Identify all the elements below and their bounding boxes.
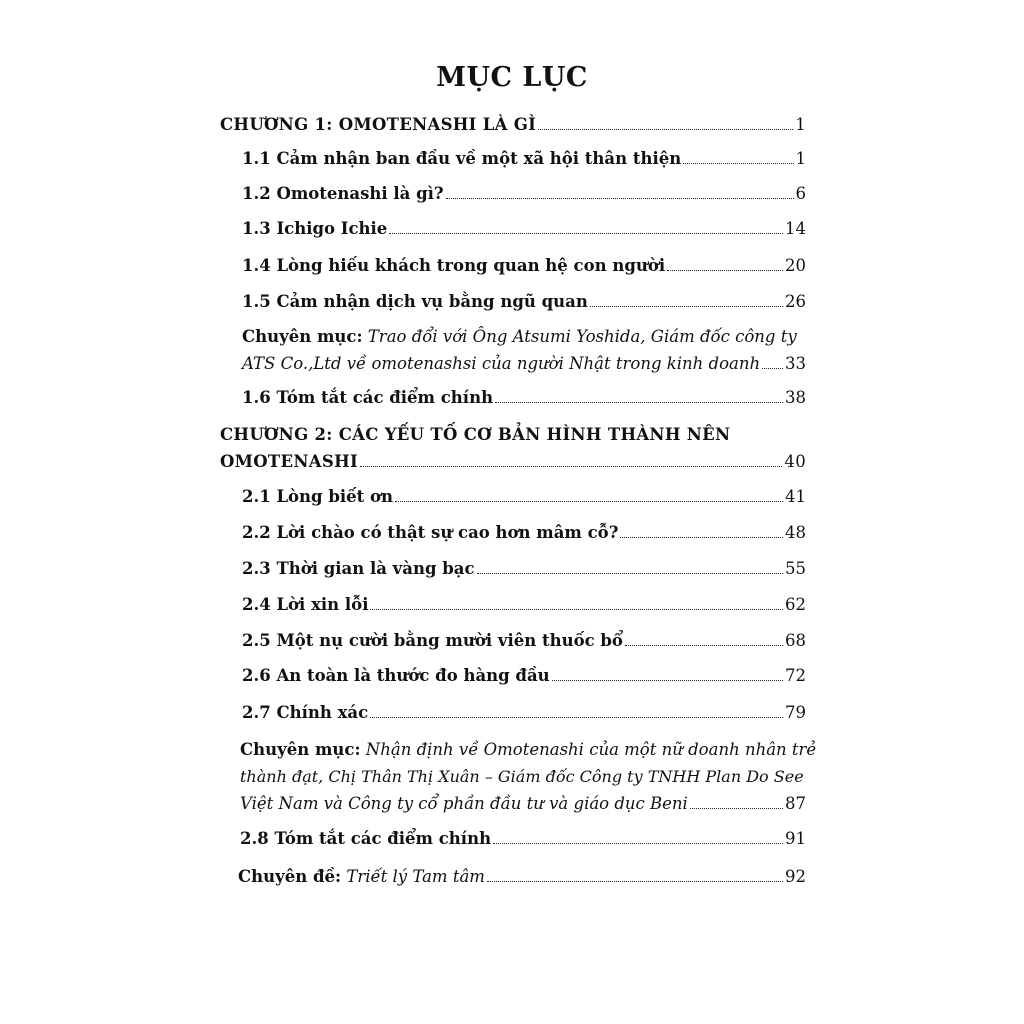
leader-dots: [620, 536, 783, 538]
item-label: 1.3 Ichigo Ichie: [242, 219, 388, 238]
page-number: 79: [785, 703, 806, 722]
leader-dots: [395, 500, 783, 502]
toc-item-1-3[interactable]: [242, 217, 806, 243]
item-label: 1.6 Tóm tắt các điểm chính: [242, 388, 494, 407]
item-label: 2.7 Chính xác: [242, 703, 369, 722]
page-number: 1: [795, 115, 806, 134]
page-number: 38: [785, 388, 806, 407]
page-number: 68: [785, 631, 806, 650]
topic-text: Triết lý Tam tâm: [346, 867, 485, 886]
toc-item-2-1[interactable]: [242, 485, 806, 511]
item-label: 1.4 Lòng hiếu khách trong quan hệ con người: [242, 256, 666, 275]
toc-item-1-4[interactable]: [242, 254, 806, 280]
chapter-label: OMOTENASHI: [220, 452, 358, 471]
column-1-line-1: [242, 325, 797, 349]
page-number: 72: [785, 666, 806, 685]
topic-label: [238, 865, 485, 889]
leader-dots: [370, 716, 783, 718]
leader-dots: [446, 197, 794, 199]
leader-dots: [360, 465, 782, 467]
item-label: 1.2 Omotenashi là gì?: [242, 184, 444, 203]
item-label: 2.8 Tóm tắt các điểm chính: [240, 829, 492, 848]
leader-dots: [493, 842, 783, 844]
toc-chapter-2[interactable]: [220, 450, 806, 476]
leader-dots: [690, 807, 783, 809]
page-number: 33: [785, 354, 806, 373]
toc-item-1-6[interactable]: [242, 386, 806, 412]
item-label: 2.3 Thời gian là vàng bạc: [242, 559, 475, 578]
toc-column-2[interactable]: [240, 792, 806, 818]
column-text: Nhận định về Omotenashi của một nữ doanh nhân trẻ: [365, 740, 817, 759]
column-text: Trao đổi với Ông Atsumi Yoshida, Giám đốc công ty: [367, 327, 797, 346]
leader-dots: [590, 305, 783, 307]
toc-item-2-8[interactable]: [240, 827, 806, 853]
page-number: 40: [784, 452, 806, 471]
chapter-label: CHƯƠNG 1: OMOTENASHI LÀ GÌ: [220, 115, 537, 134]
page-number: 48: [785, 523, 806, 542]
item-label: 2.1 Lòng biết ơn: [242, 487, 394, 506]
column-prefix: Chuyên mục:: [240, 740, 361, 759]
item-label: 2.6 An toàn là thước đo hàng đầu: [242, 666, 550, 685]
toc-chapter-1[interactable]: [220, 113, 806, 139]
page-number: 92: [785, 867, 806, 886]
topic-prefix: Chuyên đề:: [238, 867, 342, 886]
page-number: 1: [795, 149, 806, 168]
toc-item-2-3[interactable]: [242, 557, 806, 583]
column-text: Việt Nam và Công ty cổ phần đầu tư và giáo dục Beni: [240, 794, 688, 813]
column-text: ATS Co.,Ltd về omotenashsi của người Nhật trong kinh doanh: [242, 354, 761, 373]
leader-dots: [762, 367, 783, 369]
chapter-2-line-1: CHƯƠNG 2: CÁC YẾU TỐ CƠ BẢN HÌNH THÀNH NÊN: [220, 425, 731, 444]
leader-dots: [667, 269, 783, 271]
leader-dots: [370, 608, 783, 610]
toc-item-1-1[interactable]: [242, 147, 806, 173]
toc-item-1-2[interactable]: [242, 182, 806, 208]
toc-topic[interactable]: [238, 865, 806, 891]
toc-column-1[interactable]: [242, 352, 806, 378]
page-number: 91: [785, 829, 806, 848]
page-number: 55: [785, 559, 806, 578]
column-2-line-2: thành đạt, Chị Thân Thị Xuân – Giám đốc Công ty TNHH Plan Do See: [240, 767, 804, 786]
item-label: 2.5 Một nụ cười bằng mười viên thuốc bổ: [242, 631, 623, 650]
toc-item-1-5[interactable]: [242, 290, 806, 316]
item-label: 1.5 Cảm nhận dịch vụ bằng ngũ quan: [242, 292, 588, 311]
item-label: 2.2 Lời chào có thật sự cao hơn mâm cỗ?: [242, 523, 619, 542]
toc-item-2-4[interactable]: [242, 593, 806, 619]
page-number: 62: [785, 595, 806, 614]
leader-dots: [389, 232, 783, 234]
leader-dots: [477, 572, 783, 574]
leader-dots: [552, 679, 783, 681]
toc-item-2-5[interactable]: [242, 629, 806, 655]
page-title: MỤC LỤC: [436, 62, 588, 93]
leader-dots: [495, 401, 783, 403]
page-number: 14: [785, 219, 806, 238]
page-number: 20: [785, 256, 806, 275]
page-number: 6: [795, 184, 806, 203]
leader-dots: [487, 880, 783, 882]
column-prefix: Chuyên mục:: [242, 327, 363, 346]
leader-dots: [625, 644, 783, 646]
leader-dots: [683, 162, 793, 164]
leader-dots: [538, 128, 793, 130]
page-number: 26: [785, 292, 806, 311]
page-number: 87: [785, 794, 806, 813]
toc-item-2-6[interactable]: [242, 664, 806, 690]
page-number: 41: [785, 487, 806, 506]
item-label: 2.4 Lời xin lỗi: [242, 595, 369, 614]
toc-item-2-7[interactable]: [242, 701, 806, 727]
toc-item-2-2[interactable]: [242, 521, 806, 547]
item-label: 1.1 Cảm nhận ban đầu về một xã hội thân thiện: [242, 149, 682, 168]
column-2-line-1: [240, 738, 816, 762]
